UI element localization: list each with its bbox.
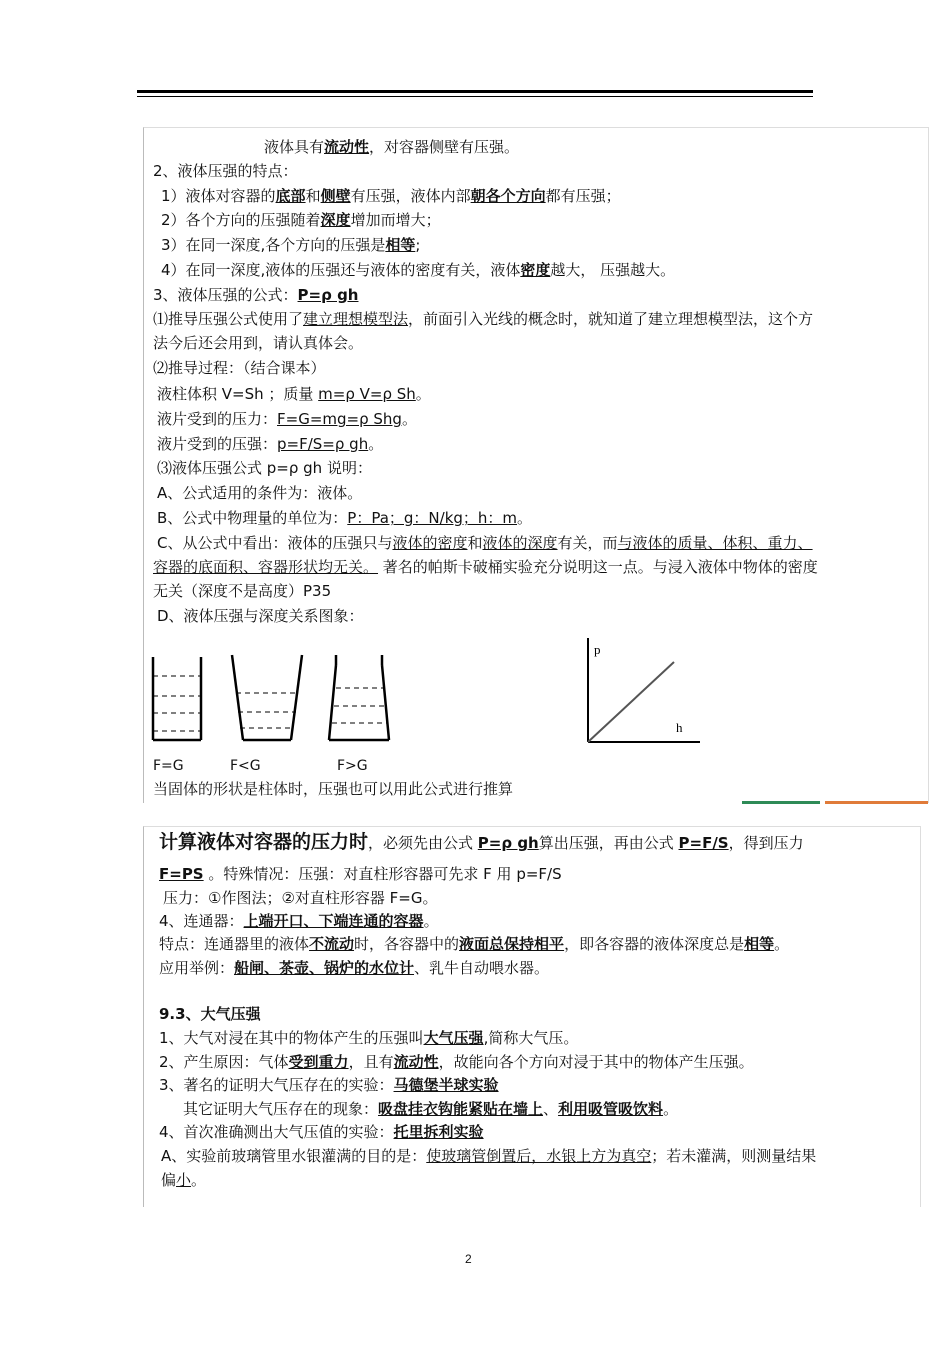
container-diagrams (149, 653, 409, 748)
text-line: A、公式适用的条件为：液体。 (157, 484, 363, 502)
text-line: 偏小。 (161, 1171, 207, 1189)
text-line: 应用举例：船闸、茶壶、锅炉的水位计、乳牛自动喂水器。 (159, 959, 550, 977)
y-axis-label: p (594, 642, 601, 657)
text-line: D、液体压强与深度关系图象： (157, 607, 364, 625)
text-line: C、从公式中看出：液体的压强只与液体的密度和液体的深度有关，而与液体的质量、体积、重力、 (157, 534, 813, 552)
text-line: 3、著名的证明大气压存在的实验：马德堡半球实验 (159, 1076, 499, 1094)
tapered-container (329, 655, 389, 740)
text-line: ⑶液体压强公式 p=ρ gh 说明： (157, 459, 372, 477)
accent-bar-orange (825, 801, 928, 804)
text-line: 液片受到的压力：F=G=mg=ρ Shg。 (157, 410, 417, 428)
caption-f-less-g: F<G (230, 758, 261, 774)
text-line: 4）在同一深度,液体的压强还与液体的密度有关，液体密度越大， 压强越大。 (161, 261, 676, 279)
text-line: 1）液体对容器的底部和侧壁有压强，液体内部朝各个方向都有压强； (161, 187, 621, 205)
section-box-liquid-pressure (143, 127, 929, 803)
accent-bar-green (742, 801, 820, 804)
text-line: ⑴推导压强公式使用了建立理想模型法，前面引入光线的概念时，就知道了建立理想模型法，这个方 (153, 310, 814, 328)
text-line: 特点：连通器里的液体不流动时，各容器中的液面总保持相平，即各容器的液体深度总是相等。 (159, 935, 790, 953)
header-rule-thick (137, 90, 813, 93)
caption-f-greater-g: F>G (337, 758, 368, 774)
heading-liquid-pressure-features: 2、液体压强的特点： (153, 162, 298, 180)
flared-container (232, 655, 302, 740)
cylinder-container (153, 657, 201, 740)
text-line: A、实验前玻璃管里水银灌满的目的是：使玻璃管倒置后，水银上方为真空；若未灌满，则测量结果 (161, 1147, 817, 1165)
header-rule-thin (137, 96, 813, 97)
section-box-atmospheric-pressure (143, 826, 921, 1207)
caption-f-equals-g: F=G (153, 758, 184, 774)
text-line: 2、产生原因：气体受到重力，且有流动性，故能向各个方向对浸于其中的物体产生压强。 (159, 1053, 754, 1071)
x-axis-label: h (676, 720, 683, 735)
text-line: ⑵推导过程：（结合课本） (153, 359, 326, 377)
text-line: F=PS 。特殊情况：压强：对直柱形容器可先求 F 用 p=F/S (159, 865, 562, 883)
text-line: 4、首次准确测出大气压值的实验：托里拆利实验 (159, 1123, 484, 1141)
text-line: 当固体的形状是柱体时，压强也可以用此公式进行推算 (153, 780, 514, 798)
text-line: 2）各个方向的压强随着深度增加而增大； (161, 211, 441, 229)
text-line: 3、液体压强的公式：P=ρ gh (153, 286, 359, 304)
text-line: 4、连通器：上端开口、下端连通的容器。 (159, 912, 439, 930)
text-line: B、公式中物理量的单位为：P：Pa；g：N/kg；h：m。 (157, 509, 533, 527)
text-line: 液柱体积 V=Sh ；质量 m=ρ V=ρ Sh。 (157, 385, 431, 403)
page-number: 2 (465, 1252, 472, 1266)
text-line: 1、大气对浸在其中的物体产生的压强叫大气压强,简称大气压。 (159, 1029, 579, 1047)
heading-atmospheric-pressure: 9.3、大气压强 (159, 1005, 261, 1023)
series-line (588, 662, 674, 742)
text-line: 无关（深度不是高度）P35 (153, 582, 332, 600)
text-line: 其它证明大气压存在的现象：吸盘挂衣钩能紧贴在墙上、利用吸管吸饮料。 (183, 1100, 679, 1118)
text-line: 液片受到的压强：p=F/S=ρ gh。 (157, 435, 384, 453)
text-line: 容器的底面积、容器形状均无关。 著名的帕斯卡破桶实验充分说明这一点。与浸入液体中物体的密度 (153, 558, 818, 576)
text-line: 计算液体对容器的压力时，必须先由公式 P=ρ gh算出压强，再由公式 P=F/S，得到压力 (159, 831, 804, 853)
pressure-depth-graph (579, 636, 714, 748)
text-line: 压力：①作图法；②对直柱形容器 F=G。 (163, 889, 438, 907)
text-line: 3）在同一深度,各个方向的压强是相等; (161, 236, 421, 254)
text-line: 液体具有流动性，对容器侧壁有压强。 (264, 138, 520, 156)
text-line: 法今后还会用到，请认真体会。 (153, 334, 364, 352)
